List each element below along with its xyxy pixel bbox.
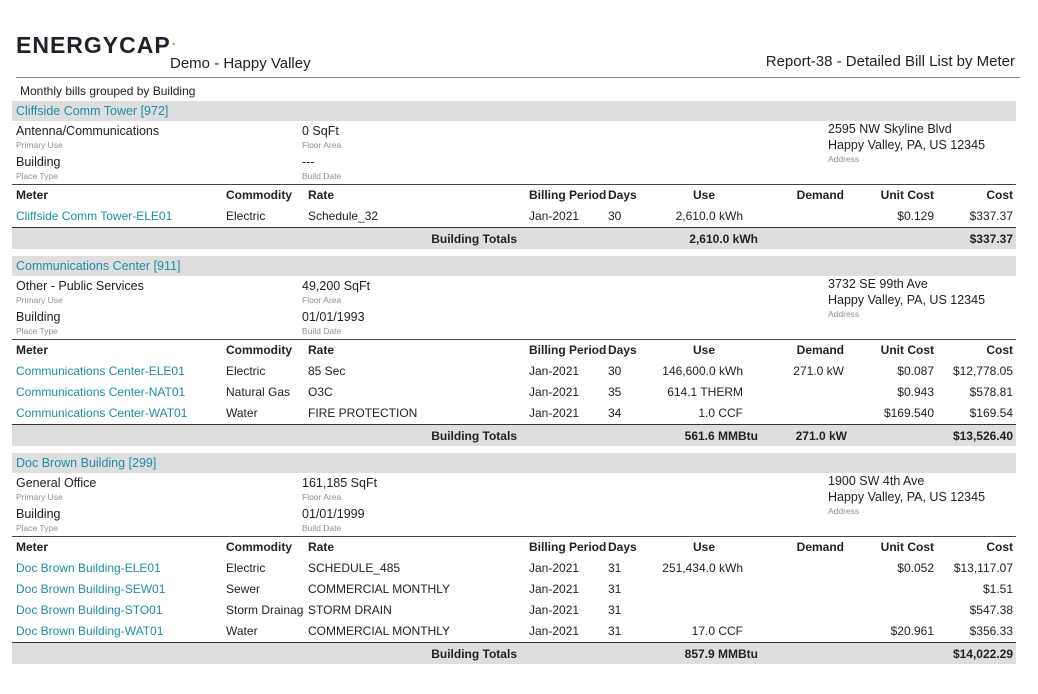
rate-cell: COMMERCIAL MONTHLY	[308, 582, 451, 596]
totals-use: 857.9 MMBtu	[684, 647, 758, 661]
unit-cost-cell: $0.943	[897, 385, 934, 399]
energycap-logo	[16, 32, 177, 59]
building-info	[12, 473, 1016, 537]
address-line1: 2595 NW Skyline Blvd	[828, 122, 952, 136]
col-billing-period: Billing Period	[529, 343, 607, 357]
building-section	[12, 256, 1016, 443]
rate-cell: SCHEDULE_485	[308, 561, 401, 575]
totals-demand: 271.0 kW	[795, 429, 847, 443]
build-date-value: ---	[302, 155, 315, 169]
use-cell: 2,610.0 kWh	[675, 209, 743, 223]
col-unit-cost: Unit Cost	[880, 540, 934, 554]
table-row	[12, 600, 1016, 621]
logo-text: ENERGYCAP	[16, 32, 171, 58]
commodity-cell: Electric	[226, 561, 266, 575]
rate-cell: FIRE PROTECTION	[308, 406, 418, 420]
cost-cell: $13,117.07	[953, 561, 1013, 575]
place-type-label: Place Type	[16, 171, 58, 181]
commodity-cell: Storm Drainag	[226, 603, 304, 617]
floor-area-value: 0 SqFt	[302, 124, 339, 138]
totals-label: Building Totals	[431, 647, 517, 661]
period-cell: Jan-2021	[529, 561, 580, 575]
col-use: Use	[692, 343, 715, 357]
meter-link[interactable]: Communications Center-WAT01	[16, 406, 188, 420]
days-cell: 31	[608, 624, 622, 638]
place-type-label: Place Type	[16, 326, 58, 336]
address-line1: 3732 SE 99th Ave	[828, 277, 928, 291]
col-days: Days	[608, 343, 637, 357]
building-section	[12, 453, 1016, 661]
primary-use-label: Primary Use	[16, 140, 63, 150]
commodity-cell: Water	[226, 624, 258, 638]
col-cost: Cost	[986, 540, 1013, 554]
days-cell: 34	[608, 406, 622, 420]
building-totals	[12, 227, 1016, 249]
primary-use-label: Primary Use	[16, 295, 63, 305]
building-title[interactable]: Doc Brown Building [299]	[12, 453, 1016, 473]
use-cell: 251,434.0 kWh	[662, 561, 743, 575]
building-info	[12, 276, 1016, 340]
rate-cell: O3C	[308, 385, 333, 399]
building-totals	[12, 424, 1016, 446]
rate-cell: STORM DRAIN	[308, 603, 392, 617]
grouping-note: Monthly bills grouped by Building	[20, 84, 196, 98]
col-use: Use	[692, 188, 715, 202]
building-info	[12, 121, 1016, 185]
col-demand: Demand	[796, 540, 844, 554]
days-cell: 35	[608, 385, 622, 399]
meter-link[interactable]: Communications Center-ELE01	[16, 364, 185, 378]
totals-cost: $14,022.29	[952, 647, 1013, 661]
commodity-cell: Water	[226, 406, 258, 420]
floor-area-value: 161,185 SqFt	[302, 476, 378, 490]
col-meter: Meter	[16, 343, 49, 357]
totals-label: Building Totals	[431, 429, 517, 443]
floor-area-label: Floor Area	[302, 295, 342, 305]
meter-link[interactable]: Doc Brown Building-ELE01	[16, 561, 161, 575]
col-unit-cost: Unit Cost	[880, 188, 934, 202]
logo-dot: .	[171, 32, 177, 48]
cost-cell: $169.54	[969, 406, 1013, 420]
cost-cell: $12,778.05	[952, 364, 1013, 378]
col-unit-cost: Unit Cost	[880, 343, 934, 357]
col-commodity: Commodity	[226, 188, 292, 202]
commodity-cell: Electric	[226, 364, 266, 378]
report-header	[16, 30, 1020, 78]
cost-cell: $337.37	[969, 209, 1013, 223]
table-row	[12, 403, 1016, 424]
totals-label: Building Totals	[431, 232, 517, 246]
address-label: Address	[828, 154, 860, 164]
col-commodity: Commodity	[226, 540, 292, 554]
table-row	[12, 382, 1016, 403]
days-cell: 30	[608, 209, 622, 223]
meter-link[interactable]: Doc Brown Building-WAT01	[16, 624, 164, 638]
build-date-label: Build Date	[302, 523, 342, 533]
cost-cell: $578.81	[969, 385, 1013, 399]
table-header	[12, 537, 1016, 558]
totals-cost: $337.37	[969, 232, 1013, 246]
rate-cell: COMMERCIAL MONTHLY	[308, 624, 451, 638]
floor-area-label: Floor Area	[302, 492, 342, 502]
meter-link[interactable]: Doc Brown Building-SEW01	[16, 582, 166, 596]
place-type-value: Building	[16, 155, 61, 169]
organization-name: Demo - Happy Valley	[170, 55, 311, 72]
address-line2: Happy Valley, PA, US 12345	[828, 138, 986, 152]
period-cell: Jan-2021	[529, 603, 580, 617]
build-date-label: Build Date	[302, 326, 342, 336]
build-date-value: 01/01/1993	[302, 310, 365, 324]
use-cell: 146,600.0 kWh	[662, 364, 743, 378]
building-totals	[12, 642, 1016, 664]
use-cell: 17.0 CCF	[691, 624, 743, 638]
address-label: Address	[828, 309, 860, 319]
cost-cell: $547.38	[969, 603, 1013, 617]
commodity-cell: Natural Gas	[226, 385, 291, 399]
totals-cost: $13,526.40	[952, 429, 1013, 443]
report-title: Report-38 - Detailed Bill List by Meter	[765, 53, 1015, 70]
col-billing-period: Billing Period	[529, 188, 607, 202]
days-cell: 31	[608, 582, 622, 596]
table-header	[12, 340, 1016, 361]
col-days: Days	[608, 188, 637, 202]
table-row	[12, 579, 1016, 600]
period-cell: Jan-2021	[529, 624, 580, 638]
meter-link[interactable]: Communications Center-NAT01	[16, 385, 186, 399]
place-type-value: Building	[16, 507, 61, 521]
col-rate: Rate	[308, 540, 335, 554]
use-cell: 1.0 CCF	[698, 406, 743, 420]
primary-use-value: Antenna/Communications	[16, 124, 160, 138]
col-demand: Demand	[796, 343, 844, 357]
unit-cost-cell: $0.052	[897, 561, 934, 575]
col-days: Days	[608, 540, 637, 554]
commodity-cell: Electric	[226, 209, 266, 223]
table-row	[12, 206, 1016, 227]
cost-cell: $356.33	[969, 624, 1013, 638]
totals-use: 561.6 MMBtu	[684, 429, 758, 443]
floor-area-value: 49,200 SqFt	[302, 279, 371, 293]
col-rate: Rate	[308, 343, 335, 357]
table-row	[12, 621, 1016, 642]
col-commodity: Commodity	[226, 343, 292, 357]
building-section	[12, 101, 1016, 246]
table-header	[12, 185, 1016, 206]
days-cell: 31	[608, 603, 622, 617]
period-cell: Jan-2021	[529, 385, 580, 399]
days-cell: 31	[608, 561, 622, 575]
cost-cell: $1.51	[982, 582, 1013, 596]
unit-cost-cell: $0.129	[897, 209, 934, 223]
col-meter: Meter	[16, 188, 49, 202]
days-cell: 30	[608, 364, 622, 378]
building-title[interactable]: Cliffside Comm Tower [972]	[12, 101, 1016, 121]
period-cell: Jan-2021	[529, 209, 580, 223]
rate-cell: 85 Sec	[308, 364, 346, 378]
address-label: Address	[828, 506, 860, 516]
meter-link[interactable]: Cliffside Comm Tower-ELE01	[16, 209, 173, 223]
build-date-value: 01/01/1999	[302, 507, 365, 521]
place-type-label: Place Type	[16, 523, 58, 533]
demand-cell: 271.0 kW	[793, 364, 844, 378]
col-cost: Cost	[986, 188, 1013, 202]
unit-cost-cell: $20.961	[890, 624, 934, 638]
table-row	[12, 361, 1016, 382]
unit-cost-cell: $169.540	[883, 406, 934, 420]
col-rate: Rate	[308, 188, 335, 202]
col-meter: Meter	[16, 540, 49, 554]
period-cell: Jan-2021	[529, 364, 580, 378]
meter-link[interactable]: Doc Brown Building-STO01	[16, 603, 163, 617]
col-use: Use	[692, 540, 715, 554]
period-cell: Jan-2021	[529, 582, 580, 596]
col-billing-period: Billing Period	[529, 540, 607, 554]
build-date-label: Build Date	[302, 171, 342, 181]
address-line2: Happy Valley, PA, US 12345	[828, 293, 986, 307]
address-line1: 1900 SW 4th Ave	[828, 474, 925, 488]
totals-use: 2,610.0 kWh	[689, 232, 758, 246]
use-cell: 614.1 THERM	[667, 385, 743, 399]
primary-use-value: General Office	[16, 476, 97, 490]
unit-cost-cell: $0.087	[897, 364, 934, 378]
col-cost: Cost	[986, 343, 1013, 357]
table-row	[12, 558, 1016, 579]
rate-cell: Schedule_32	[308, 209, 379, 223]
commodity-cell: Sewer	[226, 582, 261, 596]
address-line2: Happy Valley, PA, US 12345	[828, 490, 986, 504]
primary-use-value: Other - Public Services	[16, 279, 144, 293]
col-demand: Demand	[796, 188, 844, 202]
place-type-value: Building	[16, 310, 61, 324]
primary-use-label: Primary Use	[16, 492, 63, 502]
floor-area-label: Floor Area	[302, 140, 342, 150]
period-cell: Jan-2021	[529, 406, 580, 420]
building-title[interactable]: Communications Center [911]	[12, 256, 1016, 276]
